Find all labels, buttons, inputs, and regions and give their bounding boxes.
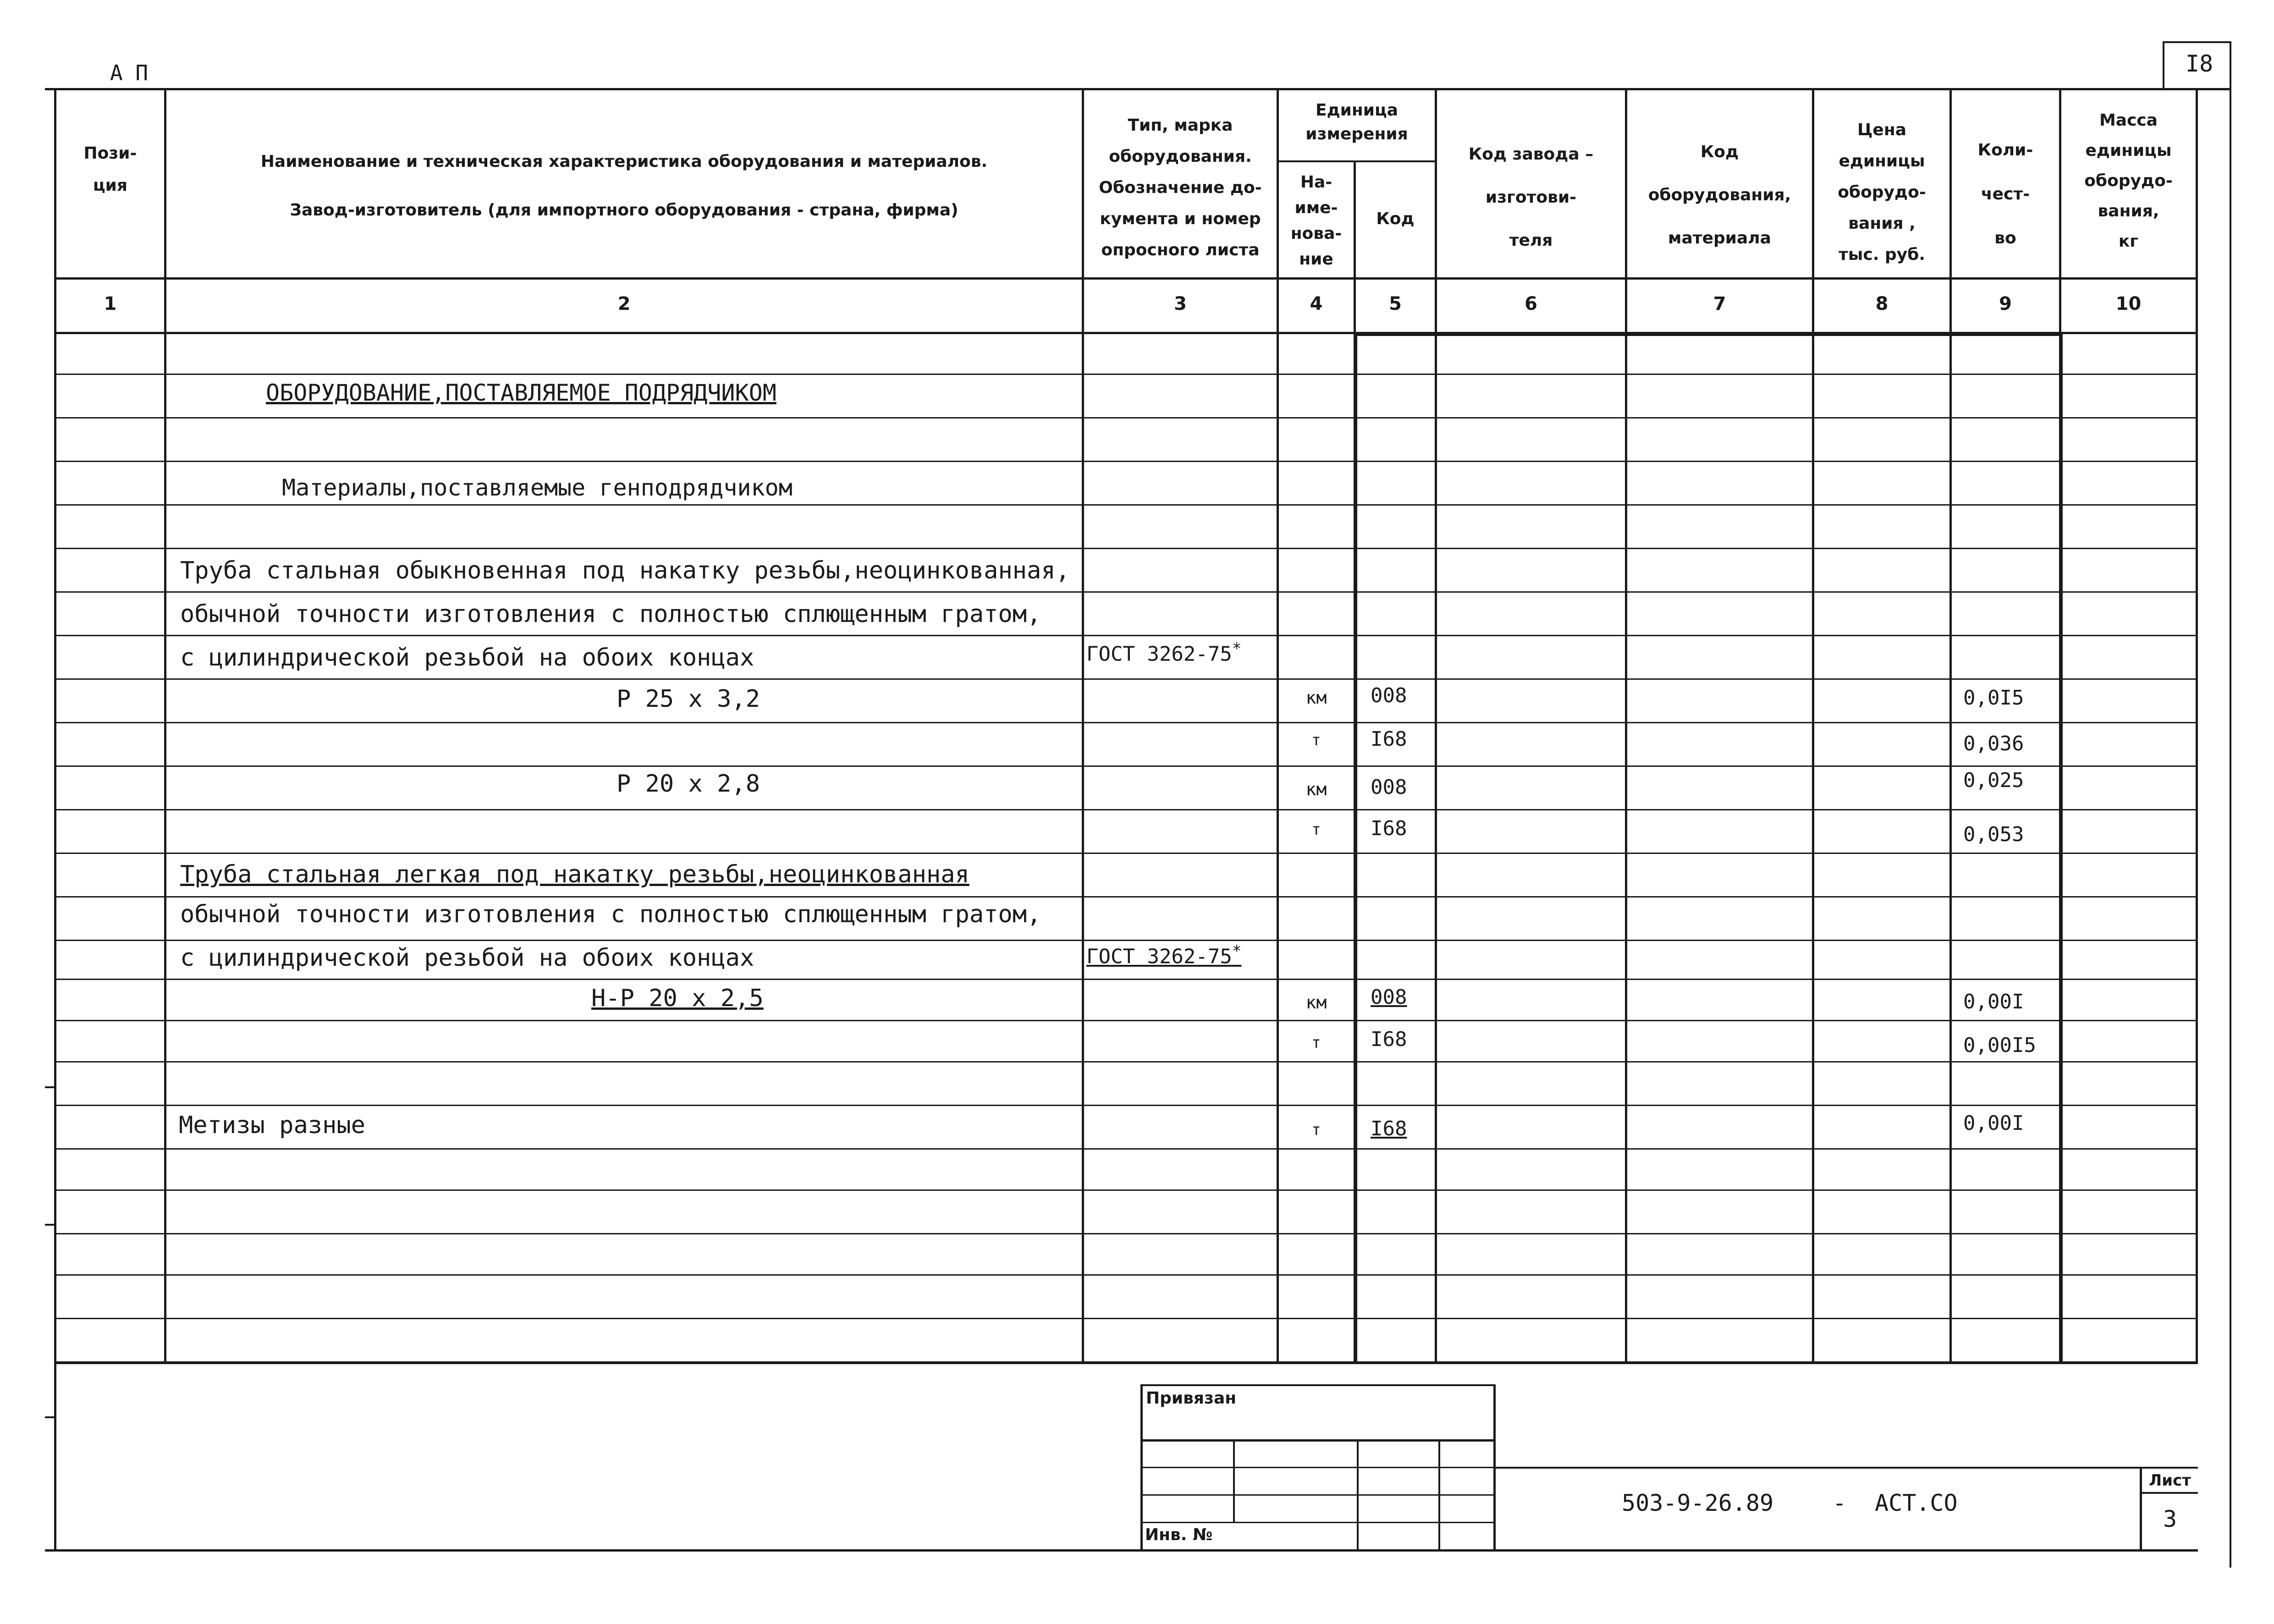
code-cell: 008 [1371, 985, 1407, 1009]
row-line [54, 1105, 2198, 1106]
row-line [54, 765, 2198, 767]
code-cell: 008 [1371, 776, 1407, 799]
col-line-8 [1949, 89, 1952, 1364]
row-line [54, 591, 2198, 593]
top-number-box-left [2163, 41, 2164, 89]
header-price-line: тыс. руб. [1838, 245, 1926, 264]
unit-cell: т [1311, 820, 1321, 839]
table-bottom-line [54, 1361, 2198, 1364]
row-line [54, 1061, 2198, 1062]
item-size: Р 25 х 3,2 [617, 685, 760, 713]
row-line [54, 722, 2198, 723]
header-price-line: вания , [1848, 214, 1916, 233]
header-position-line: Пози- [83, 144, 137, 163]
col-line-3 [1277, 89, 1279, 1364]
frame-right-inner [2196, 89, 2198, 1364]
row-line [54, 374, 2198, 375]
header-mass-line: кг [2118, 232, 2139, 251]
header-price-line: Цена [1857, 121, 1906, 139]
top-number-box-top [2163, 41, 2231, 43]
row-line [54, 1189, 2198, 1191]
frame-bottom-line [45, 1549, 2198, 1552]
frame-top-line [45, 88, 2231, 90]
title-block-divider [1357, 1439, 1359, 1552]
column-number: 7 [1713, 293, 1726, 314]
item-description-line: Труба стальная легкая под накатку резьбы,неоцинкованная [180, 861, 969, 888]
inventory-label: Инв. № [1145, 1525, 1213, 1544]
code-cell: I68 [1371, 1117, 1407, 1140]
item-document [1086, 639, 1241, 666]
sheet-box-divider [2140, 1492, 2198, 1494]
column-number: 2 [617, 293, 631, 314]
title-block-line [1140, 1522, 1496, 1523]
header-type-line: оборудования. [1109, 147, 1252, 166]
header-unit-name [1279, 170, 1354, 272]
header-quantity [1952, 128, 2059, 260]
attached-label: Привязан [1146, 1389, 1237, 1408]
column-number: 1 [104, 293, 117, 314]
item-document-mark: * [1232, 639, 1242, 658]
header-unit-group-line: Единица [1316, 101, 1398, 120]
quantity-cell: 0,053 [1963, 823, 2024, 846]
header-material-code [1627, 131, 1812, 260]
title-block-line [1140, 1467, 1496, 1468]
item-document [1086, 942, 1241, 969]
header-code: Код [1376, 209, 1415, 228]
header-bottom-line [54, 277, 2198, 280]
header-type [1084, 110, 1277, 266]
item-document-code: ГОСТ 3262-75 [1086, 945, 1232, 969]
col-line-6 [1625, 89, 1627, 1364]
header-material-code-line: материала [1668, 229, 1771, 248]
frame-right-outer [2230, 41, 2231, 1568]
row-line [54, 504, 2198, 506]
document-code: 503-9-26.89 [1622, 1490, 1774, 1516]
column-number: 10 [2115, 293, 2142, 314]
header-type-line: Обозначение до- [1099, 178, 1262, 197]
row-line [54, 461, 2198, 462]
item-size: Н-Р 20 х 2,5 [591, 985, 764, 1012]
header-position [56, 138, 164, 202]
margin-tick [45, 1086, 55, 1088]
section-title: ОБОРУДОВАНИЕ,ПОСТАВЛЯЕМОЕ ПОДРЯДЧИКОМ [266, 380, 776, 406]
sheet-top-number: I8 [2186, 50, 2213, 77]
document-suffix: АСТ.СО [1875, 1490, 1958, 1516]
column-number: 4 [1310, 293, 1323, 314]
col-line-1 [164, 89, 166, 1364]
item-description-line: обычной точности изготовления с полностью сплющенным гратом, [180, 600, 1041, 628]
code-cell: I68 [1371, 727, 1407, 751]
row-line [54, 1020, 2198, 1021]
row-line [54, 1274, 2198, 1276]
header-factory-code-line: теля [1509, 231, 1553, 250]
bold-block-left [1354, 333, 1357, 1364]
header-type-line: Тип, марка [1128, 116, 1233, 135]
item-document-mark: * [1232, 942, 1242, 960]
row-line [54, 809, 2198, 810]
item-description-line: обычной точности изготовления с полностью сплющенным гратом, [180, 901, 1041, 928]
header-material-code-line: Код [1700, 143, 1739, 161]
column-number: 6 [1525, 293, 1537, 314]
row-line [54, 635, 2198, 636]
col-line-5 [1435, 89, 1437, 1364]
header-unit-group-line: измерения [1305, 125, 1408, 143]
item-name: Метизы разные [179, 1112, 365, 1139]
header-factory-code-line: Код завода – [1468, 145, 1594, 164]
document-dash: - [1833, 1490, 1847, 1516]
row-line [54, 678, 2198, 680]
row-line [54, 548, 2198, 549]
header-unit-name-line: На- [1300, 173, 1332, 192]
header-type-line: кумента и номер [1100, 209, 1261, 228]
item-document-code: ГОСТ 3262-75 [1086, 642, 1232, 666]
corner-mark: А П [110, 61, 149, 85]
header-price-line: единицы [1839, 152, 1925, 171]
header-name-line: Наименование и техническая характеристика оборудования и материалов. [260, 152, 988, 171]
row-line [54, 1233, 2198, 1234]
margin-tick [45, 1224, 55, 1226]
column-number: 5 [1389, 293, 1402, 314]
header-material-code-line: оборудования, [1648, 186, 1791, 204]
quantity-cell: 0,00I [1963, 990, 2024, 1013]
column-number: 9 [1999, 293, 2012, 314]
quantity-cell: 0,00I5 [1963, 1034, 2036, 1057]
row-line [54, 853, 2198, 854]
sheet-number: 3 [2163, 1506, 2177, 1532]
subsection-title: Материалы,поставляемые генподрядчиком [282, 474, 793, 501]
header-unit-name-line: ние [1299, 250, 1333, 269]
item-description-line: с цилиндрической резьбой на обоих концах [180, 644, 754, 672]
row-line [54, 896, 2198, 897]
margin-tick [45, 1416, 55, 1418]
header-mass-line: единицы [2085, 141, 2172, 160]
header-factory-code [1437, 133, 1625, 262]
header-quantity-line: во [1994, 229, 2016, 248]
header-unit-group [1279, 99, 1435, 146]
column-number: 8 [1875, 293, 1889, 314]
title-block-divider [1233, 1439, 1235, 1522]
title-block-line [1140, 1494, 1496, 1496]
header-price [1814, 115, 1949, 270]
unit-group-divider [1277, 160, 1437, 162]
unit-cell: т [1311, 1034, 1321, 1052]
header-mass-line: Масса [2099, 111, 2158, 130]
row-line [54, 979, 2198, 980]
title-block-line [1140, 1439, 1496, 1442]
unit-cell: км [1305, 688, 1327, 708]
quantity-cell: 0,0I5 [1963, 686, 2024, 710]
header-unit-name-line: нова- [1290, 224, 1342, 243]
header-mass-line: вания, [2098, 202, 2159, 220]
quantity-cell: 0,025 [1963, 769, 2024, 792]
row-line [54, 1318, 2198, 1319]
title-block-main-top [1493, 1467, 2198, 1469]
item-size: Р 20 х 2,8 [617, 770, 760, 798]
unit-cell: км [1305, 992, 1327, 1013]
sheet-label: Лист [2149, 1471, 2191, 1490]
header-name-line: Завод-изготовитель (для импортного оборудования - страна, фирма) [290, 201, 958, 220]
quantity-cell: 0,00I [1963, 1112, 2024, 1135]
col-line-7 [1812, 89, 1814, 1364]
header-price-line: оборудо- [1838, 183, 1926, 202]
header-quantity-line: чест- [1981, 185, 2030, 204]
header-mass [2061, 105, 2196, 257]
row-line [54, 940, 2198, 941]
header-type-line: опросного листа [1101, 241, 1260, 259]
numbers-bottom-line [54, 332, 2198, 334]
unit-cell: км [1305, 779, 1327, 799]
item-description-line: Труба стальная обыкновенная под накатку резьбы,неоцинкованная, [180, 557, 1070, 584]
code-cell: 008 [1371, 684, 1407, 707]
header-factory-code-line: изготови- [1485, 188, 1577, 207]
row-line [54, 1148, 2198, 1150]
header-name [166, 138, 1082, 235]
header-unit-name-line: име- [1294, 198, 1338, 217]
header-position-line: ция [93, 176, 128, 195]
col-line-2 [1082, 89, 1084, 1364]
quantity-cell: 0,036 [1963, 732, 2024, 755]
row-line [54, 417, 2198, 418]
unit-cell: т [1311, 731, 1321, 749]
bold-block-right [2059, 333, 2063, 1364]
item-description-line: с цилиндрической резьбой на обоих концах [180, 944, 754, 972]
code-cell: I68 [1371, 817, 1407, 840]
header-quantity-line: Коли- [1977, 141, 2033, 160]
title-block-divider [1438, 1439, 1440, 1552]
code-cell: I68 [1371, 1028, 1407, 1051]
header-mass-line: оборудо- [2084, 171, 2173, 190]
column-number: 3 [1174, 293, 1187, 314]
title-block-top [1140, 1384, 1496, 1386]
unit-cell: т [1311, 1121, 1321, 1139]
